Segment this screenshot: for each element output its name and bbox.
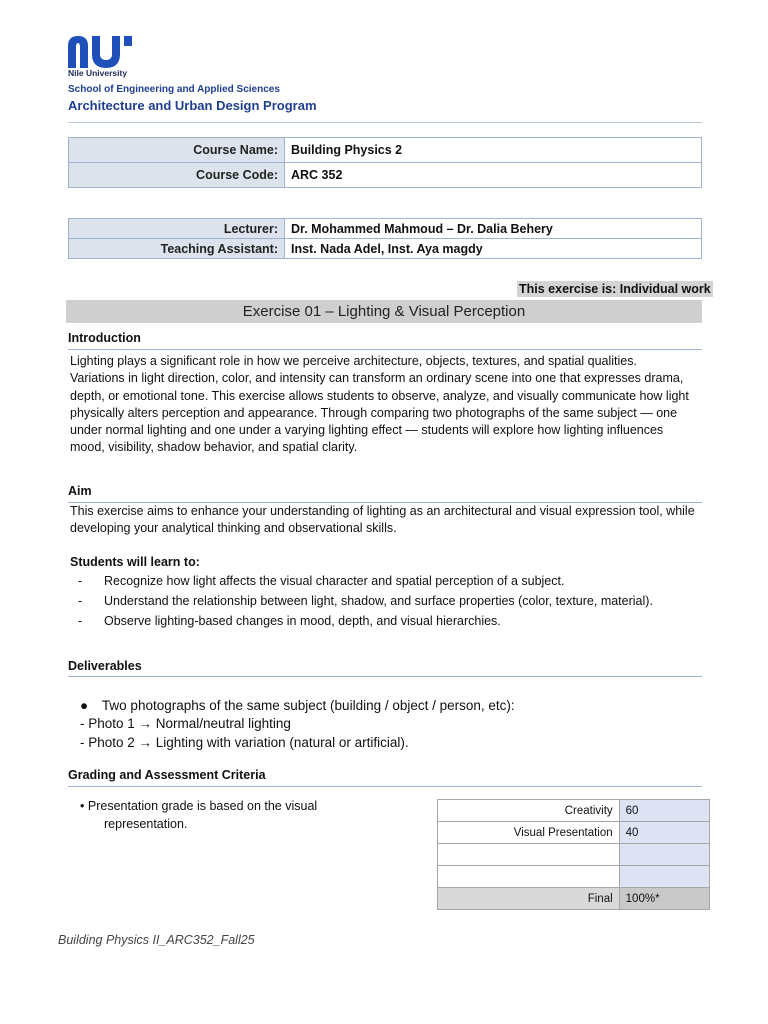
list-item: - Recognize how light affects the visual character and spatial perception of a subject.: [78, 574, 565, 588]
learn-list: [78, 571, 653, 631]
ta-label: Teaching Assistant:: [69, 239, 285, 259]
list-item: - Understand the relationship between light, shadow, and surface properties (color, texture, material).: [78, 594, 653, 608]
university-name: Nile University: [68, 68, 128, 78]
text-line: under normal lighting and one under a varying lighting effect — students will explore how lighting influences: [70, 423, 664, 438]
lecturer-value: Dr. Mohammed Mahmoud – Dr. Dalia Behery: [285, 219, 702, 239]
grading-note: • Presentation grade is based on the visual representation.: [80, 799, 318, 831]
criterion-cell: [438, 866, 620, 888]
learn-heading: Students will learn to:: [70, 555, 200, 569]
section-divider: [68, 349, 702, 350]
final-label: Final: [438, 888, 620, 910]
bullet-icon: ●: [80, 698, 89, 713]
text-line: physically alters perception and appearance. Through comparing two photographs of the same subject — one: [70, 405, 678, 420]
deliverable-photo-1: - Photo 1 → Normal/neutral lighting: [80, 716, 291, 731]
criterion-cell: [438, 844, 620, 866]
introduction-paragraph: [70, 353, 704, 457]
value-cell: 60: [619, 800, 709, 822]
exercise-type-badge: This exercise is: Individual work: [519, 282, 711, 296]
exercise-title: Exercise 01 – Lighting & Visual Perception: [66, 300, 702, 323]
table-row: [69, 163, 702, 188]
page-footer: Building Physics II_ARC352_Fall25: [58, 933, 255, 947]
deliverables-bullet: ● Two photographs of the same subject (building / object / person, etc):: [80, 698, 515, 713]
header-divider: [68, 122, 702, 123]
final-value: 100%*: [619, 888, 709, 910]
list-item: - Observe lighting-based changes in mood, depth, and visual hierarchies.: [78, 614, 501, 628]
table-row: [69, 239, 702, 259]
deliverables-heading: Deliverables: [68, 659, 142, 673]
grading-heading: Grading and Assessment Criteria: [68, 768, 266, 782]
value-cell: [619, 844, 709, 866]
value-cell: 40: [619, 822, 709, 844]
course-info-table: [68, 137, 702, 188]
table-row: [69, 138, 702, 163]
value-cell: [619, 866, 709, 888]
table-row: [438, 844, 710, 866]
course-name-value: Building Physics 2: [285, 138, 702, 163]
table-row: [438, 866, 710, 888]
text-line: depth, or emotional tone. This exercise allows students to observe, analyze, and visually communicate how light: [70, 388, 689, 403]
aim-paragraph: [70, 503, 704, 538]
course-name-label: Course Name:: [69, 138, 285, 163]
grading-table: [437, 799, 710, 910]
text-line: Lighting plays a significant role in how we perceive architecture, objects, textures, and spatial qualities.: [70, 354, 637, 368]
program-name: Architecture and Urban Design Program: [68, 98, 317, 113]
course-code-value: ARC 352: [285, 163, 702, 188]
text-line: mood, visibility, shadow behavior, and spatial clarity.: [70, 440, 358, 455]
text-line: developing your analytical thinking and observational skills.: [70, 521, 397, 536]
aim-heading: Aim: [68, 484, 92, 498]
table-row: [438, 822, 710, 844]
table-row-final: [438, 888, 710, 910]
section-divider: [68, 676, 702, 677]
criterion-cell: Visual Presentation: [438, 822, 620, 844]
deliverable-photo-2: - Photo 2 → Lighting with variation (natural or artificial).: [80, 735, 409, 750]
bullet-icon: •: [80, 799, 85, 813]
school-name: School of Engineering and Applied Sciences: [68, 84, 280, 95]
course-code-label: Course Code:: [69, 163, 285, 188]
section-divider: [68, 786, 702, 787]
lecturer-label: Lecturer:: [69, 219, 285, 239]
introduction-heading: Introduction: [68, 331, 141, 345]
text-line: This exercise aims to enhance your understanding of lighting as an architectural and visual expression tool, while: [70, 504, 695, 518]
text-line: Variations in light direction, color, and intensity can transform an ordinary scene into one that expresses drama,: [70, 371, 684, 386]
table-row: [69, 219, 702, 239]
table-row: [438, 800, 710, 822]
staff-info-table: [68, 218, 702, 259]
ta-value: Inst. Nada Adel, Inst. Aya magdy: [285, 239, 702, 259]
criterion-cell: Creativity: [438, 800, 620, 822]
